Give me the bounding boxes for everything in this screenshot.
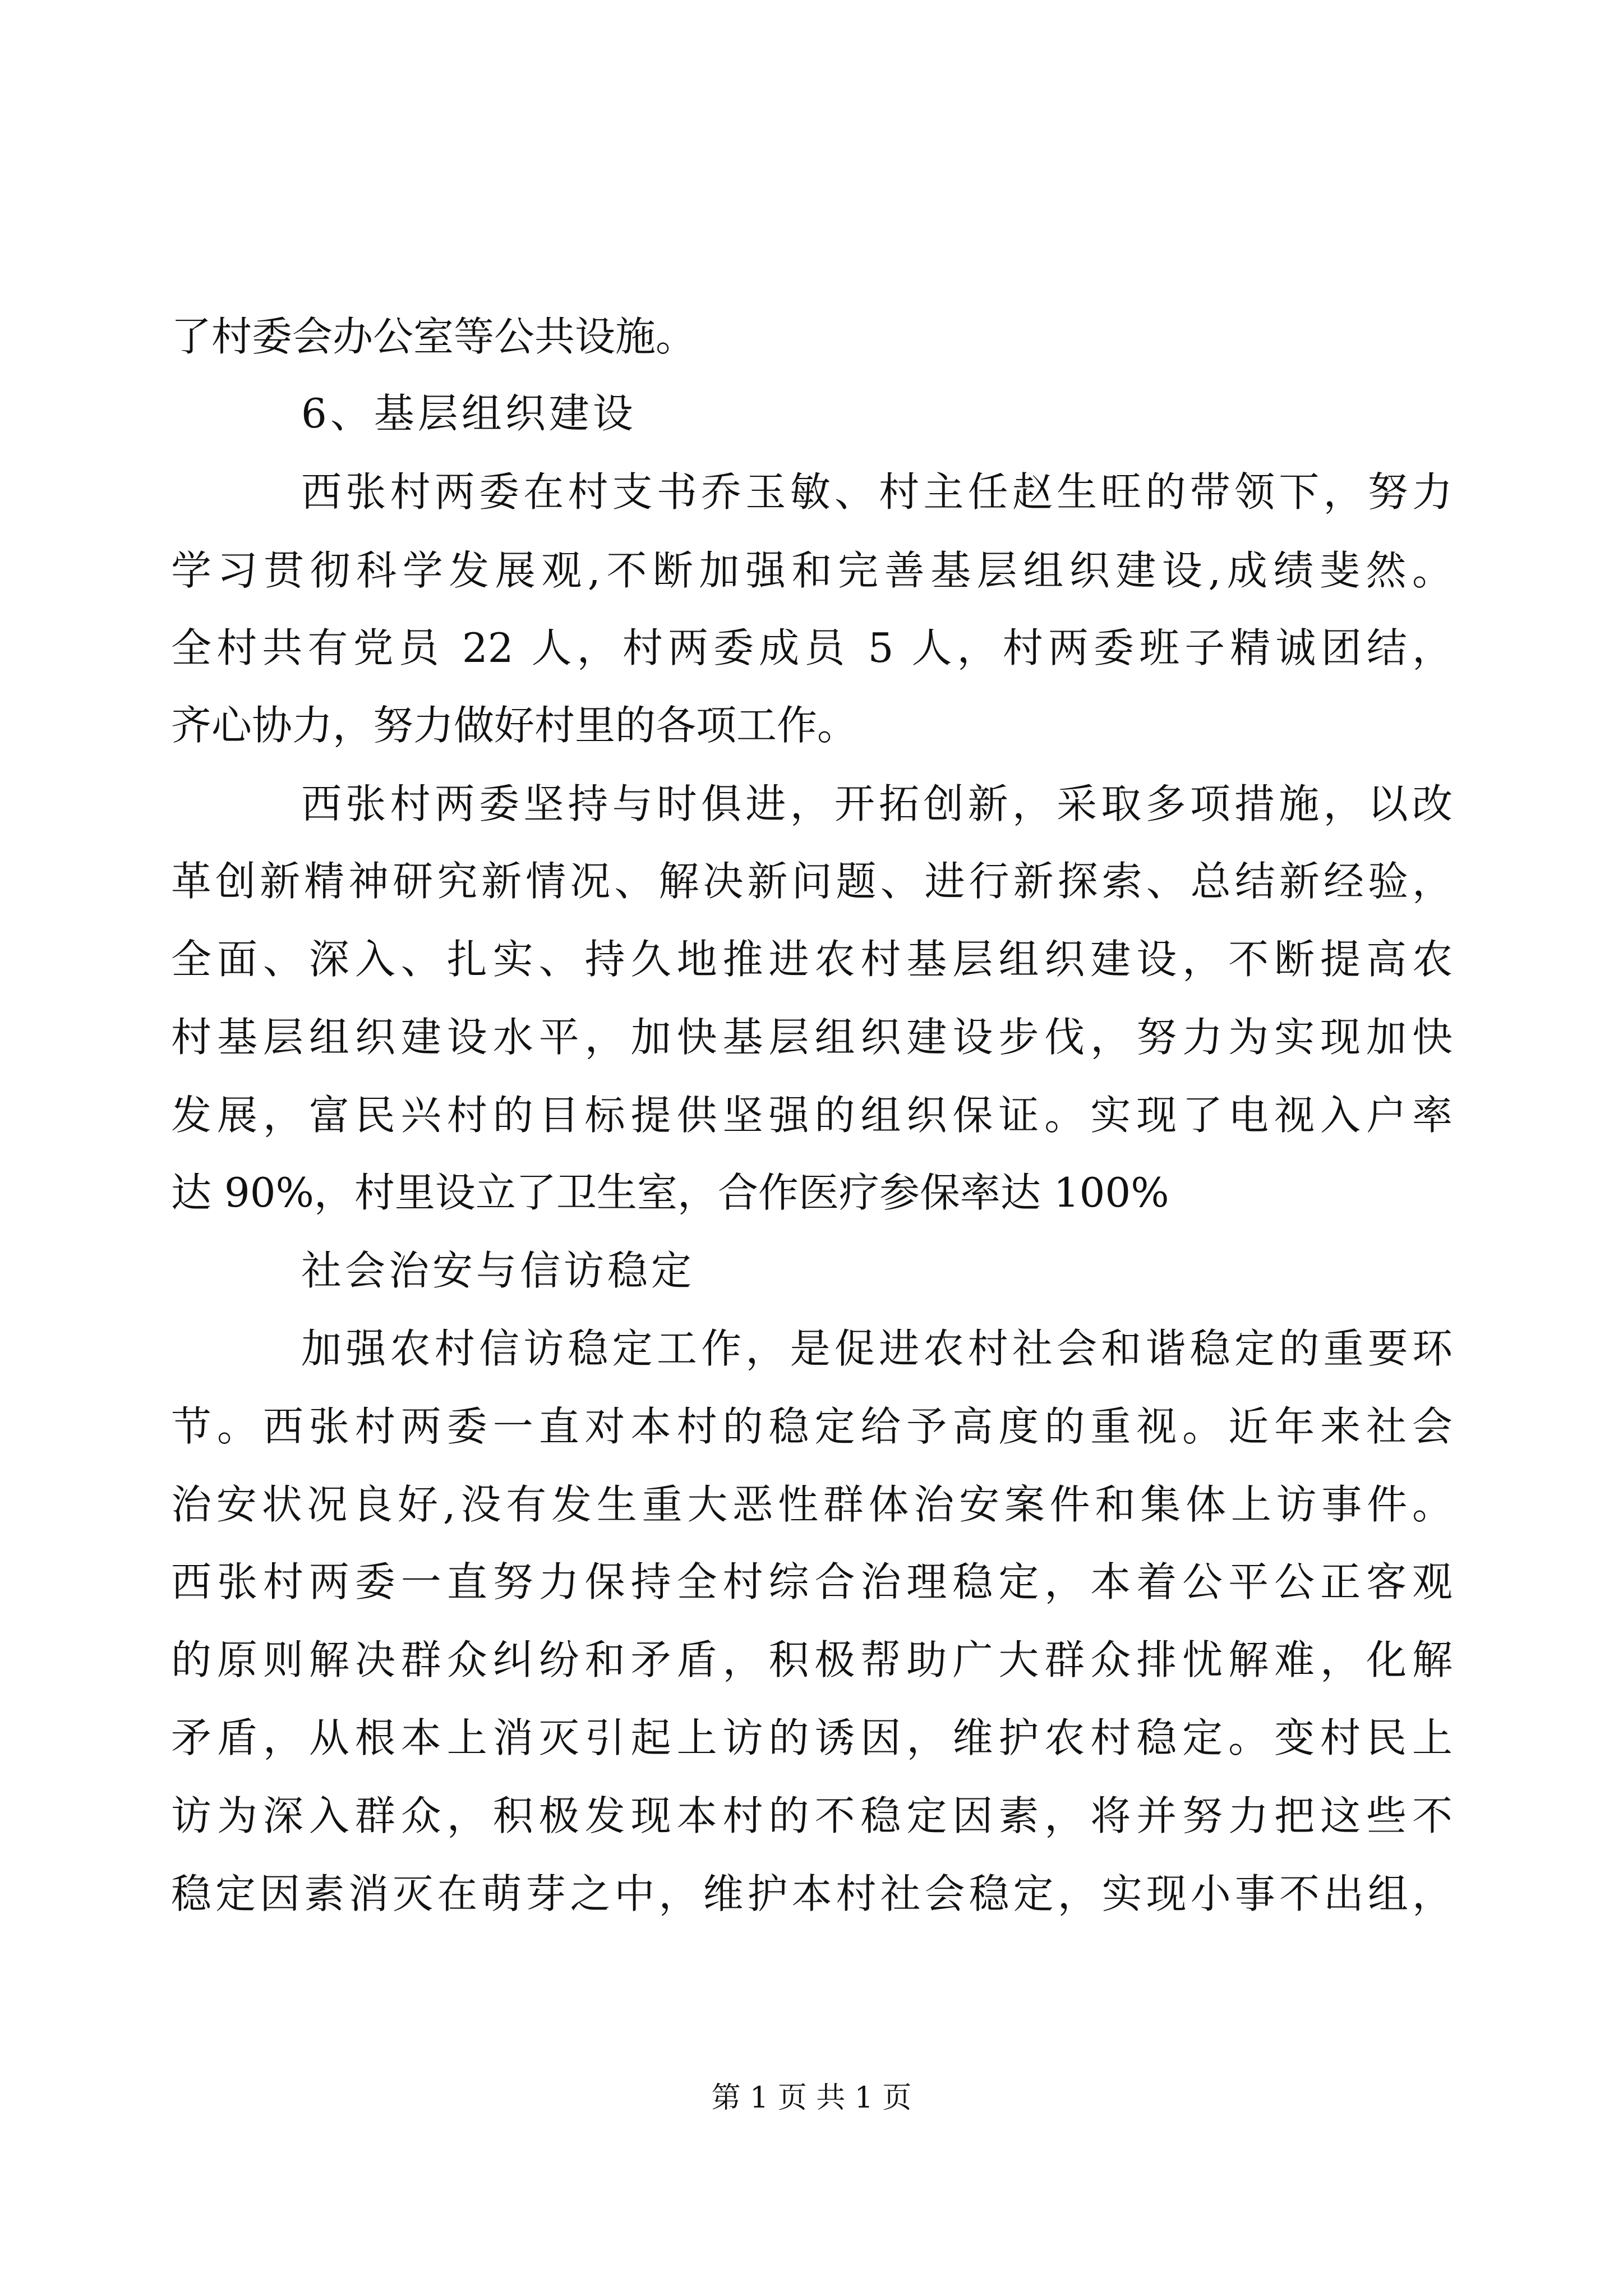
text-line: 学习贯彻科学发展观,不断加强和完善基层组织建设,成绩斐然。 — [171, 547, 1453, 594]
text-line: 全面、深入、扎实、持久地推进农村基层组织建设，不断提高农 — [171, 936, 1453, 983]
text-line: 革创新精神研究新情况、解决新问题、进行新探索、总结新经验， — [171, 858, 1453, 905]
text-line: 发展，富民兴村的目标提供坚强的组织保证。实现了电视入户率 — [171, 1092, 1453, 1139]
text-line: 矛盾，从根本上消灭引起上访的诱因，维护农村稳定。变村民上 — [171, 1714, 1453, 1761]
text-line: 全村共有党员 22 人，村两委成员 5 人，村两委班子精诚团结， — [171, 624, 1453, 671]
text-line: 西张村两委一直努力保持全村综合治理稳定，本着公平公正客观 — [171, 1558, 1453, 1605]
text-line: 西张村两委在村支书乔玉敏、村主任赵生旺的带领下，努力 — [301, 468, 1453, 516]
text-line: 的原则解决群众纠纷和矛盾，积极帮助广大群众排忧解难，化解 — [171, 1636, 1453, 1683]
text-line: 访为深入群众，积极发现本村的不稳定因素，将并努力把这些不 — [171, 1792, 1453, 1839]
section-heading: 6、基层组织建设 — [301, 390, 637, 437]
text-line: 达 90%，村里设立了卫生室，合作医疗参保率达 100% — [171, 1169, 1169, 1216]
text-line: 了村委会办公室等公共设施。 — [171, 313, 697, 360]
text-line: 村基层组织建设水平，加快基层组织建设步伐，努力为实现加快 — [171, 1014, 1453, 1061]
page-footer: 第 1 页 共 1 页 — [711, 2081, 912, 2115]
section-heading: 社会治安与信访稳定 — [301, 1247, 695, 1294]
text-line: 齐心协力，努力做好村里的各项工作。 — [171, 702, 858, 749]
text-line: 治安状况良好,没有发生重大恶性群体治安案件和集体上访事件。 — [171, 1481, 1453, 1528]
text-line: 加强农村信访稳定工作，是促进农村社会和谐稳定的重要环 — [301, 1325, 1453, 1372]
text-line: 西张村两委坚持与时俱进，开拓创新，采取多项措施，以改 — [301, 780, 1453, 827]
text-line: 节。西张村两委一直对本村的稳定给予高度的重视。近年来社会 — [171, 1403, 1453, 1450]
text-line: 稳定因素消灭在萌芽之中，维护本村社会稳定，实现小事不出组， — [171, 1870, 1453, 1917]
